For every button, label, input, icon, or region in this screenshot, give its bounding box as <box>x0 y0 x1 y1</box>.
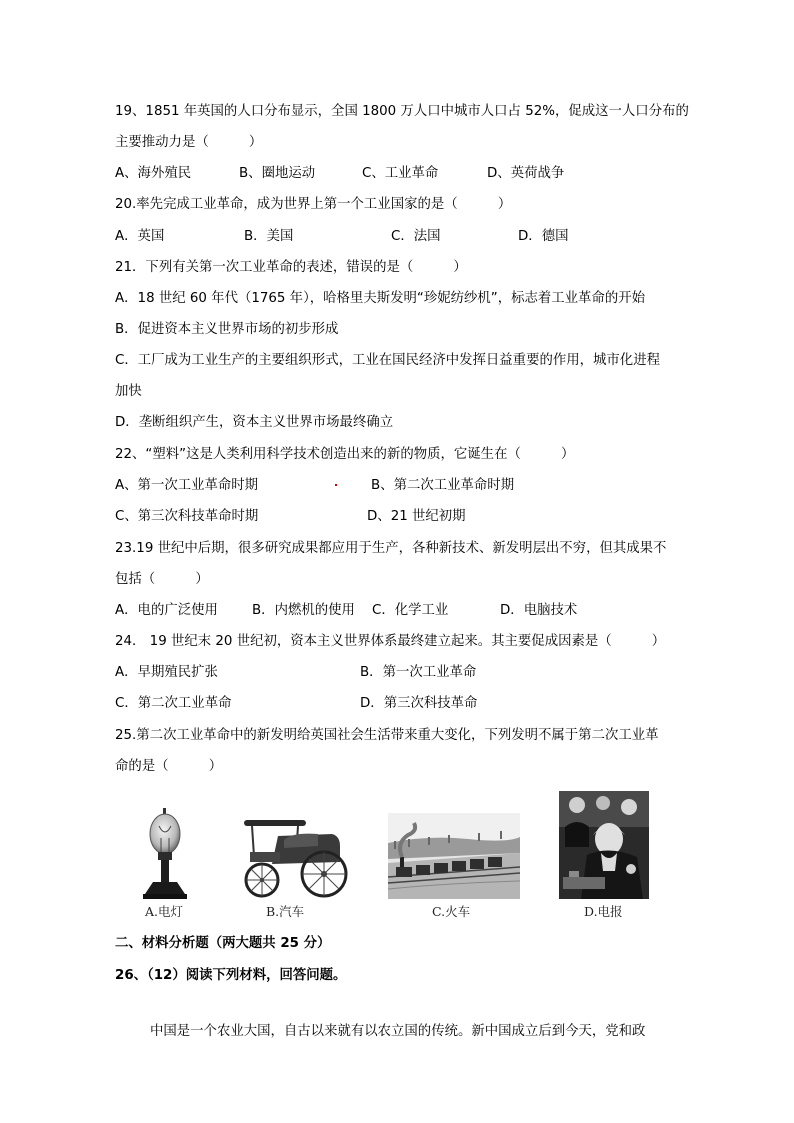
q20-option-a: A．英国 <box>115 229 165 244</box>
q24-stem: 24． 19 世纪末 20 世纪初，资本主义世界体系最终建立起来。其主要促成因素是（ ） <box>115 634 666 649</box>
q19-option-d: D、英荷战争 <box>487 166 565 181</box>
q21-stem: 21．下列有关第一次工业革命的表述，错误的是（ ） <box>115 260 467 275</box>
q22-option-d: D、21 世纪初期 <box>367 509 466 524</box>
q19-stem-line1: 19、1851 年英国的人口分布显示，全国 1800 万人口中城市人口占 52%，促成这一人口分布的 <box>115 104 689 119</box>
q23-stem-line1: 23.19 世纪中后期，很多研究成果都应用于生产，各种新技术、新发明层出不穷，但其成果不 <box>115 541 667 556</box>
q24-option-a: A．早期殖民扩张 <box>115 665 218 680</box>
stray-dot <box>335 484 337 486</box>
q21-option-a: A．18 世纪 60 年代（1765 年），哈格里夫斯发明“珍妮纺纱机”，标志着工业革命的开始 <box>115 291 646 306</box>
q19-option-b: B、圈地运动 <box>239 166 316 181</box>
q23-option-b: B．内燃机的使用 <box>252 603 355 618</box>
q20-stem: 20.率先完成工业革命，成为世界上第一个工业国家的是（ ） <box>115 197 512 212</box>
q23-option-d: D．电脑技术 <box>500 603 578 618</box>
q23-option-c: C．化学工业 <box>372 603 449 618</box>
q20-option-b: B．美国 <box>244 229 294 244</box>
q19-option-c: C、工业革命 <box>362 166 439 181</box>
q20-option-c: C．法国 <box>391 229 441 244</box>
q21-option-c-line2: 加快 <box>115 384 142 399</box>
q22-stem: 22、“塑料”这是人类利用科学技术创造出来的新的物质，它诞生在（ ） <box>115 447 575 462</box>
q24-option-d: D．第三次科技革命 <box>360 696 478 711</box>
light-bulb-icon <box>135 808 195 900</box>
caption-a: A.电灯 <box>145 904 184 919</box>
q21-option-b: B．促进资本主义世界市场的初步形成 <box>115 322 339 337</box>
car-icon <box>232 812 350 898</box>
caption-d: D.电报 <box>584 904 623 919</box>
q25-stem-line1: 25.第二次工业革命中的新发明给英国社会生活带来重大变化，下列发明不属于第二次工业革 <box>115 728 659 743</box>
section2-heading: 二、材料分析题（两大题共 25 分） <box>115 936 331 951</box>
q19-stem-line2: 主要推动力是（ ） <box>115 135 263 150</box>
q22-option-b: B、第二次工业革命时期 <box>371 478 515 493</box>
q19-option-a: A、海外殖民 <box>115 166 192 181</box>
q20-option-d: D．德国 <box>518 229 569 244</box>
q26-material-paragraph: 中国是一个农业大国，自古以来就有以农立国的传统。新中国成立后到今天，党和政 <box>150 1024 646 1039</box>
q26-stem: 26、（12）阅读下列材料，回答问题。 <box>115 968 347 983</box>
caption-c: C.火车 <box>432 904 471 919</box>
q21-option-d: D．垄断组织产生，资本主义世界市场最终确立 <box>115 415 394 430</box>
q23-option-a: A．电的广泛使用 <box>115 603 218 618</box>
q22-option-c: C、第三次科技革命时期 <box>115 509 259 524</box>
q25-stem-line2: 命的是（ ） <box>115 759 223 774</box>
q21-option-c-line1: C．工厂成为工业生产的主要组织形式，工业在国民经济中发挥日益重要的作用，城市化进程 <box>115 353 660 368</box>
train-icon <box>388 813 520 899</box>
q24-option-b: B．第一次工业革命 <box>360 665 477 680</box>
q24-option-c: C．第二次工业革命 <box>115 696 232 711</box>
caption-b: B.汽车 <box>266 904 305 919</box>
q22-option-a: A、第一次工业革命时期 <box>115 478 259 493</box>
telegraph-photo-icon <box>559 791 649 899</box>
q23-stem-line2: 包括（ ） <box>115 572 209 587</box>
